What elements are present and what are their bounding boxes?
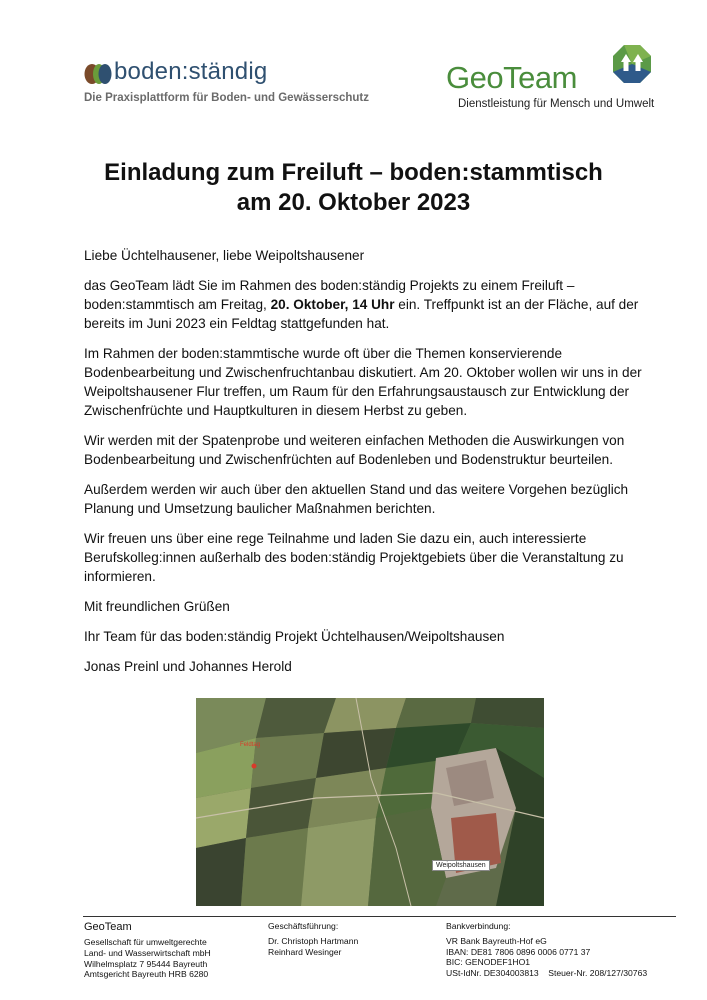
paragraph-topics: Im Rahmen der boden:stammtische wurde oft über die Themen konservierende Bodenbearbeitung und Zwischenfruchtanbau diskutiert. Am 20. Oktober wollen wir uns in der Weipoltshausener Flur treffen, um Raum für den Erfahrungsaustausch zur Entwicklung der Zwischenfrüchte und Hauptkulturen in diesem Herbst zu geben. [84, 346, 642, 418]
salutation: Liebe Üchtelhausener, liebe Weipoltshausener [84, 248, 365, 263]
team-line: Ihr Team für das boden:ständig Projekt Üchtelhausen/Weipoltshausen [84, 629, 505, 644]
invitation-text-post: ein. Treffpunkt ist an der Fläche, auf der bereits im Juni 2023 ein Feldtag stattgefunden hat. [84, 297, 639, 331]
title-line-2: am 20. Oktober 2023 [236, 189, 471, 216]
footer-company [84, 921, 211, 980]
footer-bank [446, 921, 647, 979]
footer-management [268, 921, 358, 957]
footer-bank-heading: Bankverbindung: [446, 921, 511, 931]
footer-company-line-1: Gesellschaft für umweltgerechte [84, 937, 207, 947]
geoteam-mark-icon [612, 44, 652, 84]
footer-divider [83, 916, 676, 917]
aerial-map [196, 698, 544, 906]
footer-vat-id: USt-IdNr. DE304003813 [446, 968, 539, 979]
signature-names: Jonas Preinl und Johannes Herold [84, 659, 292, 674]
footer-company-line-2: Land- und Wasserwirtschaft mbH [84, 947, 211, 958]
footer-management-heading: Geschäftsführung: [268, 921, 339, 931]
footer-bank-iban: IBAN: DE81 7806 0896 0006 0771 37 [446, 946, 591, 957]
letter-body [84, 246, 664, 687]
invitation-date: 20. Oktober, 14 Uhr [270, 297, 395, 312]
paragraph-methods: Wir werden mit der Spatenprobe und weiteren einfachen Methoden die Auswirkungen von Bodenbearbeitung und Zwischenfrüchten auf Bodenleben und Bodenstruktur beurteilen. [84, 433, 625, 467]
paragraph-update: Außerdem werden wir auch über den aktuellen Stand und das weitere Vorgehen bezüglich Planung und Umsetzung baulicher Maßnahmen berichten. [84, 482, 629, 516]
footer-company-name: GeoTeam [84, 921, 132, 933]
geoteam-tagline: Dienstleistung für Mensch und Umwelt [458, 98, 655, 110]
footer-bank-bic: BIC: GENODEF1HO1 [446, 957, 531, 968]
boden-staendig-mark-icon [84, 62, 112, 86]
title-line-1: Einladung zum Freiluft – boden:stammtisch [104, 159, 603, 186]
paragraph-participation: Wir freuen uns über eine rege Teilnahme und laden Sie dazu ein, auch interessierte Berufskolleg:innen außerhalb des boden:ständig Projektgebiets über die Veranstaltung zu informieren. [84, 531, 624, 584]
footer-bank-name: VR Bank Bayreuth-Hof eG [446, 935, 547, 946]
footer-company-address: Wilhelmsplatz 7 95444 Bayreuth [84, 958, 208, 969]
footer-manager-1: Dr. Christoph Hartmann [268, 935, 359, 946]
geoteam-name: GeoTeam [446, 60, 577, 95]
boden-staendig-name: boden:ständig [114, 58, 268, 85]
footer-company-register: Amtsgericht Bayreuth HRB 6280 [84, 969, 209, 980]
aerial-map-image [196, 698, 544, 906]
boden-staendig-tagline: Die Praxisplattform für Boden- und Gewässerschutz [84, 92, 370, 104]
page-title [0, 158, 707, 218]
paragraph-invitation [84, 276, 664, 333]
footer-manager-2: Reinhard Wesinger [268, 946, 342, 957]
map-label-village: Weipoltshausen [432, 860, 490, 871]
footer-tax-row [446, 968, 647, 979]
map-label-field: Feldtag [240, 742, 261, 748]
closing: Mit freundlichen Grüßen [84, 599, 230, 614]
invitation-text-pre: das GeoTeam lädt Sie im Rahmen des boden:ständig Projekts zu einem Freiluft – boden:stammtisch am Freitag, [84, 278, 575, 312]
footer-tax-number: Steuer-Nr. 208/127/30763 [548, 968, 648, 979]
